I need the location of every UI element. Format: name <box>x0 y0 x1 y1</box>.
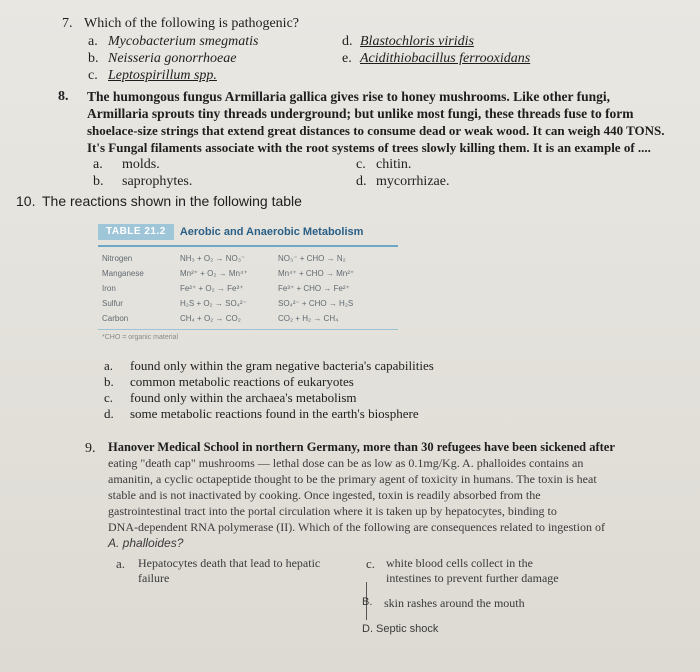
q8-option-b[interactable]: saprophytes. <box>122 174 193 189</box>
table-cell-anaerobic: CO₂ + H₂ → CH₄ <box>278 314 339 323</box>
q9-option-a-cont: failure <box>138 571 170 585</box>
q9-line-7: A. phalloides? <box>108 536 184 550</box>
table-cell-element: Iron <box>102 284 116 293</box>
q8-line-4: It's Fungal filaments associate with the root systems of trees slowly killing them. It is an example of .... <box>87 140 651 155</box>
table-cell-anaerobic: Mn⁴⁺ + CHO → Mn²⁺ <box>278 269 355 278</box>
q7-option-b[interactable]: Neisseria gonorrhoeae <box>108 51 237 66</box>
q9-option-d-letter: D. <box>362 623 373 635</box>
table-row <box>98 296 398 311</box>
q9-option-d[interactable]: Septic shock <box>376 623 439 635</box>
q10-option-d[interactable]: some metabolic reactions found in the earth's biosphere <box>130 406 419 421</box>
table-row <box>98 266 398 281</box>
q7-number: 7. <box>62 16 73 31</box>
q7-option-c-letter: c. <box>88 68 98 83</box>
q8-option-c-letter: c. <box>356 157 366 172</box>
q9-line-1: Hanover Medical School in northern Germany, more than 30 refugees have been sickened after <box>108 440 615 454</box>
q7-text: Which of the following is pathogenic? <box>84 16 299 31</box>
metabolism-table <box>98 221 398 341</box>
table-cell-element: Manganese <box>102 269 144 278</box>
table-cell-element: Carbon <box>102 314 129 323</box>
q7-option-d[interactable]: Blastochloris viridis <box>360 34 474 49</box>
table-cell-anaerobic: NO₃⁻ + CHO → N₂ <box>278 254 346 263</box>
q7-option-a-letter: a. <box>88 34 98 49</box>
q8-line-1: The humongous fungus Armillaria gallica gives rise to honey mushrooms. Like other fungi, <box>87 89 611 104</box>
q8-number: 8. <box>58 89 69 104</box>
q9-line-3: amanitin, a cyclic octapeptide thought to be the primary agent of toxicity in humans. The toxin is heat <box>108 472 597 486</box>
q7-option-a[interactable]: Mycobacterium smegmatis <box>108 34 259 49</box>
table-cell-element: Sulfur <box>102 299 123 308</box>
q9-line-5: gastrointestinal tract into the portal circulation where it is taken up by hepatocytes, binding to <box>108 504 557 518</box>
q8-line-2: Armillaria sprouts tiny threads underground; but unlike most fungi, these threads fuse to form <box>87 106 634 121</box>
q9-line-6: DNA-dependent RNA polymerase (II). Which of the following are consequences related to ingestion of <box>108 520 605 534</box>
table-cell-anaerobic: SO₄²⁻ + CHO → H₂S <box>278 299 354 308</box>
table-label: TABLE 21.2 <box>98 224 174 240</box>
table-cell-aerobic: NH₃ + O₂ → NO₃⁻ <box>180 254 246 263</box>
table-cell-aerobic: Mn²⁺ + O₂ → Mn⁴⁺ <box>180 269 248 278</box>
q7-option-d-letter: d. <box>342 34 353 49</box>
q8-option-c[interactable]: chitin. <box>376 157 412 172</box>
q8-option-d-letter: d. <box>356 174 367 189</box>
table-header <box>98 221 398 243</box>
table-row <box>98 251 398 266</box>
q10-option-a-letter: a. <box>104 358 114 373</box>
table-row <box>98 281 398 296</box>
q7-option-b-letter: b. <box>88 51 99 66</box>
table-footnote: *CHO = organic material <box>102 334 179 341</box>
q10-text: The reactions shown in the following table <box>42 193 302 209</box>
q9-line-2: eating "death cap" mushrooms — lethal dose can be as low as 0.1mg/Kg. A. phalloides contains an <box>108 456 584 470</box>
q10-option-b[interactable]: common metabolic reactions of eukaryotes <box>130 374 354 389</box>
q9-option-a[interactable]: Hepatocytes death that lead to hepatic <box>138 556 321 570</box>
q8-option-d[interactable]: mycorrhizae. <box>376 174 450 189</box>
q10-option-b-letter: b. <box>104 374 114 389</box>
q8-option-a[interactable]: molds. <box>122 157 160 172</box>
table-cell-aerobic: H₂S + O₂ → SO₄²⁻ <box>180 299 247 308</box>
q10-option-c-letter: c. <box>104 390 114 405</box>
q9-option-c-letter: c. <box>366 556 376 571</box>
q9-option-c[interactable]: white blood cells collect in the <box>386 556 533 570</box>
q7-option-c[interactable]: Leptospirillum spp. <box>108 68 217 83</box>
q9-option-a-letter: a. <box>116 556 126 571</box>
table-cell-element: Nitrogen <box>102 254 133 263</box>
q9-line-4: stable and is not inactivated by cooking. Once ingested, toxin is readily absorbed from the <box>108 488 541 502</box>
q9-option-b[interactable]: skin rashes around the mouth <box>384 596 525 610</box>
q8-option-b-letter: b. <box>93 174 104 189</box>
q9-number: 9. <box>85 441 96 456</box>
q10-number: 10. <box>16 193 36 209</box>
table-title: Aerobic and Anaerobic Metabolism <box>179 226 364 238</box>
q7-option-e[interactable]: Acidithiobacillus ferrooxidans <box>360 51 531 66</box>
table-row <box>98 311 398 326</box>
q10-option-c[interactable]: found only within the archaea's metabolism <box>130 390 357 405</box>
q8-line-3: shoelace-size strings that extend great distances to consume dead or weak wood. It can weigh 440 TONS. <box>87 123 665 138</box>
q9-option-b-letter: B. <box>362 596 373 608</box>
q10-option-d-letter: d. <box>104 406 114 421</box>
q10-option-a[interactable]: found only within the gram negative bacteria's capabilities <box>130 358 434 373</box>
q8-option-a-letter: a. <box>93 157 103 172</box>
table-cell-aerobic: CH₄ + O₂ → CO₂ <box>180 314 241 323</box>
q7-option-e-letter: e. <box>342 51 352 66</box>
q9-option-c-cont: intestines to prevent further damage <box>386 571 559 585</box>
table-cell-anaerobic: Fe³⁺ + CHO → Fe²⁺ <box>278 284 350 293</box>
table-cell-aerobic: Fe²⁺ + O₂ → Fe³⁺ <box>180 284 244 293</box>
table-bottom-rule <box>98 329 398 330</box>
